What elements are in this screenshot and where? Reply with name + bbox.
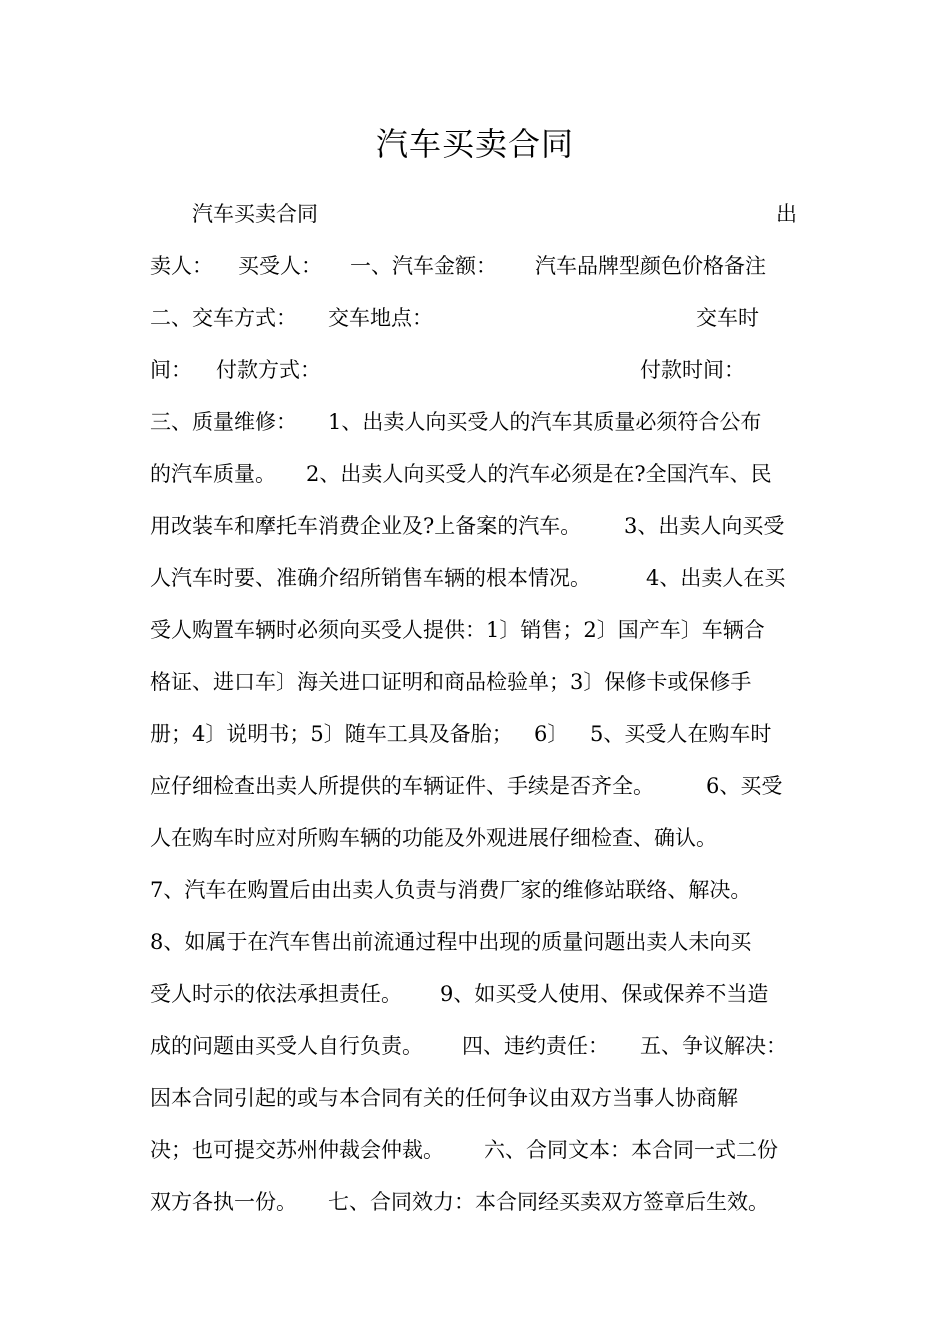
text-segment: 成的问题由买受人自行负责。 (150, 1034, 423, 1058)
text-segment: 双方各执一份。 (150, 1190, 297, 1214)
text-segment: 汽车买卖合同 (192, 202, 318, 226)
text-segment: 的汽车质量。 (150, 462, 276, 486)
text-segment: 应仔细检查出卖人所提供的车辆证件、手续是否齐全。 (150, 774, 654, 798)
text-line (150, 874, 800, 906)
text-segment: 因本合同引起的或与本合同有关的任何争议由双方当事人协商解 (150, 1086, 738, 1110)
text-segment: 6、买受 (706, 774, 783, 798)
text-segment: 7、汽车在购置后由出卖人负责与消费厂家的维修站联络、解决。 (150, 878, 752, 902)
text-line (150, 354, 800, 386)
text-segment: 三、质量维修： (150, 410, 297, 434)
text-segment: 付款时间： (640, 358, 745, 382)
text-segment: 四、违约责任： (462, 1034, 609, 1058)
text-segment: 交车时 (696, 306, 759, 330)
text-segment: 五、争议解决： (640, 1034, 787, 1058)
text-segment: 七、合同效力：本合同经买卖双方签章后生效。 (328, 1190, 769, 1214)
text-segment: 格证、进口车〕海关进口证明和商品检验单；3〕保修卡或保修手 (150, 670, 752, 694)
text-line (150, 614, 800, 646)
text-segment: 一、汽车金额： (350, 254, 497, 278)
text-segment: 1、出卖人向买受人的汽车其质量必须符合公布 (328, 410, 762, 434)
text-segment: 5、买受人在购车时 (590, 722, 772, 746)
text-segment: 受人购置车辆时必须向买受人提供：1〕销售；2〕国产车〕车辆合 (150, 618, 765, 642)
text-line (150, 666, 800, 698)
text-line (150, 822, 800, 854)
text-segment: 买受人： (238, 254, 322, 278)
text-line (150, 198, 800, 230)
text-line (150, 510, 800, 542)
text-segment: 2、出卖人向买受人的汽车必须是在?全国汽车、民 (306, 462, 772, 486)
text-line (150, 406, 800, 438)
text-segment: 付款方式： (216, 358, 321, 382)
text-segment: 6〕 (534, 722, 569, 746)
text-segment: 3、出卖人向买受 (624, 514, 785, 538)
text-line (150, 770, 800, 802)
text-segment: 人汽车时要、准确介绍所销售车辆的根本情况。 (150, 566, 591, 590)
text-segment: 决；也可提交苏州仲裁会仲裁。 (150, 1138, 444, 1162)
text-segment: 出 (776, 202, 797, 226)
text-line (150, 1186, 800, 1218)
text-line (150, 250, 800, 282)
text-segment: 间： (150, 358, 192, 382)
text-line (150, 458, 800, 490)
text-segment: 受人时示的依法承担责任。 (150, 982, 402, 1006)
text-segment: 册；4〕说明书；5〕随车工具及备胎； (150, 722, 513, 746)
text-line (150, 718, 800, 750)
text-segment: 用改装车和摩托车消费企业及?上备案的汽车。 (150, 514, 582, 538)
text-segment: 卖人： (150, 254, 213, 278)
text-segment: 人在购车时应对所购车辆的功能及外观进展仔细检查、确认。 (150, 826, 717, 850)
text-line (150, 302, 800, 334)
text-line (150, 1082, 800, 1114)
text-line (150, 926, 800, 958)
text-line (150, 1134, 800, 1166)
text-segment: 9、如买受人使用、保或保养不当造 (440, 982, 769, 1006)
text-segment: 交车地点： (328, 306, 433, 330)
text-line (150, 1030, 800, 1062)
text-line (150, 562, 800, 594)
text-segment: 六、合同文本：本合同一式二份 (484, 1138, 778, 1162)
text-segment: 二、交车方式： (150, 306, 297, 330)
text-segment: 汽车品牌型颜色价格备注 (535, 254, 766, 278)
document-title: 汽车买卖合同 (375, 125, 574, 163)
text-segment: 4、出卖人在买 (646, 566, 786, 590)
text-segment: 8、如属于在汽车售出前流通过程中出现的质量问题出卖人未向买 (150, 930, 752, 954)
text-line (150, 978, 800, 1010)
